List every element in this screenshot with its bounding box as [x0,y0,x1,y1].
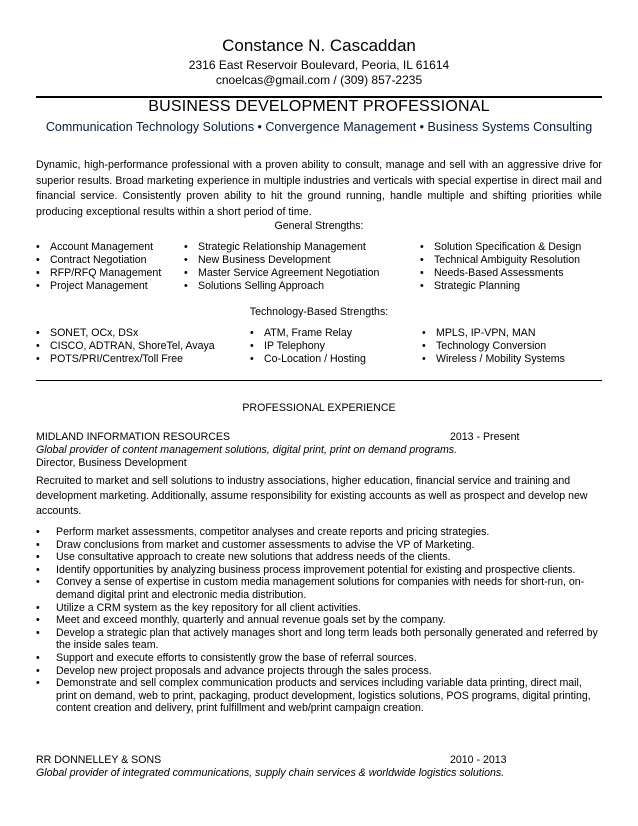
email-phone: cnoelcas@gmail.com / (309) 857-2235 [215,73,423,87]
tech-item: • Technology Conversion [422,340,565,353]
list-item: • Demonstrate and sell complex communication products and services including variable data printing, direct mail, print on demand, web to print, packaging, product development, logistics solutions, POS programs, digital printing, content creation and delivery, print fulfillment and web/print campaign creation. [36,677,602,715]
job-bullets [36,526,602,715]
tech-strengths-col-3 [422,327,565,366]
contact-block [0,58,638,88]
tech-item: • Wireless / Mobility Systems [422,353,565,366]
tech-item: • MPLS, IP-VPN, MAN [422,327,565,340]
strength-item: • RFP/RFQ Management [36,267,161,280]
company-tagline: Global provider of integrated communications, supply chain services & worldwide logistics solutions. [36,767,505,779]
company-tagline: Global provider of content management solutions, digital print, print on demand programs. [36,444,458,456]
job-dates: 2010 - 2013 [450,754,507,766]
list-item: • Convey a sense of expertise in custom media management solutions for companies with needs for short-run, on-demand digital print and electronic media distribution. [36,576,602,601]
strength-item: • Master Service Agreement Negotiation [184,267,379,280]
strength-item: • Strategic Planning [420,280,581,293]
tech-item: • SONET, OCx, DSx [36,327,215,340]
list-item: • Use consultative approach to create new solutions that address needs of the clients. [36,551,602,564]
list-item: • Identify opportunities by analyzing business process improvement potential for existing and prospective clients. [36,564,602,577]
summary-paragraph: Dynamic, high-performance professional with a proven ability to consult, manage and sell with an aggressive drive for superior results. Broad marketing experience in multiple industries and verticals with special expertise in direct mail and financial service. Consistently proven ability to hit the ground running, handle multiple and shifting priorities while producing exceptional results within a short period of time. [36,159,602,218]
tech-item: • Co-Location / Hosting [250,353,366,366]
candidate-name: Constance N. Cascaddan [222,36,416,55]
section-divider [36,380,602,381]
tech-strengths-col-2 [250,327,366,366]
headline-subtitle: Communication Technology Solutions • Convergence Management • Business Systems Consulting [45,120,593,134]
job-role: Director, Business Development [36,457,187,469]
list-item: • Meet and exceed monthly, quarterly and annual revenue goals set by the company. [36,614,602,627]
tech-strengths-col-1 [36,327,215,366]
tech-item: • POTS/PRI/Centrex/Toll Free [36,353,215,366]
general-strengths-col-2 [184,241,379,293]
tech-item: • IP Telephony [250,340,366,353]
general-strengths-title: General Strengths: [274,220,364,232]
list-item: • Develop new project proposals and advance projects through the sales process. [36,665,602,678]
list-item: • Support and execute efforts to consistently grow the base of referral sources. [36,652,602,665]
strength-item: • Account Management [36,241,161,254]
address: 2316 East Reservoir Boulevard, Peoria, IL 61614 [188,58,450,72]
strength-item: • Project Management [36,280,161,293]
list-item: • Develop a strategic plan that actively manages short and long term leads both personally generated and referred by the inside sales team. [36,627,602,652]
headline-title: BUSINESS DEVELOPMENT PROFESSIONAL [148,98,490,115]
company-name: MIDLAND INFORMATION RESOURCES [36,431,231,443]
list-item: • Draw conclusions from market and customer assessments to advise the VP of Marketing. [36,539,602,552]
general-strengths-col-1 [36,241,161,293]
strength-item: • New Business Development [184,254,379,267]
tech-item: • CISCO, ADTRAN, ShoreTel, Avaya [36,340,215,353]
strength-item: • Technical Ambiguity Resolution [420,254,581,267]
strength-item: • Needs-Based Assessments [420,267,581,280]
tech-strengths-title: Technology-Based Strengths: [249,306,389,318]
strength-item: • Contract Negotiation [36,254,161,267]
job-dates: 2013 - Present [450,431,520,443]
experience-title: PROFESSIONAL EXPERIENCE [242,402,396,414]
strength-item: • Solution Specification & Design [420,241,581,254]
list-item: • Perform market assessments, competitor analyses and create reports and pricing strategies. [36,526,602,539]
job-header-2 [36,754,602,767]
job-header-1 [36,431,602,444]
tech-item: • ATM, Frame Relay [250,327,366,340]
strength-item: • Solutions Selling Approach [184,280,379,293]
job-description: Recruited to market and sell solutions to industry associations, higher education, financial service and training and development marketing. Additionally, assume responsibility for existing accounts as well as prospect and develop new accounts. [36,475,588,517]
company-name: RR DONNELLEY & SONS [36,754,162,766]
list-item: • Utilize a CRM system as the key repository for all client activities. [36,602,602,615]
general-strengths-col-3 [420,241,581,293]
strength-item: • Strategic Relationship Management [184,241,379,254]
